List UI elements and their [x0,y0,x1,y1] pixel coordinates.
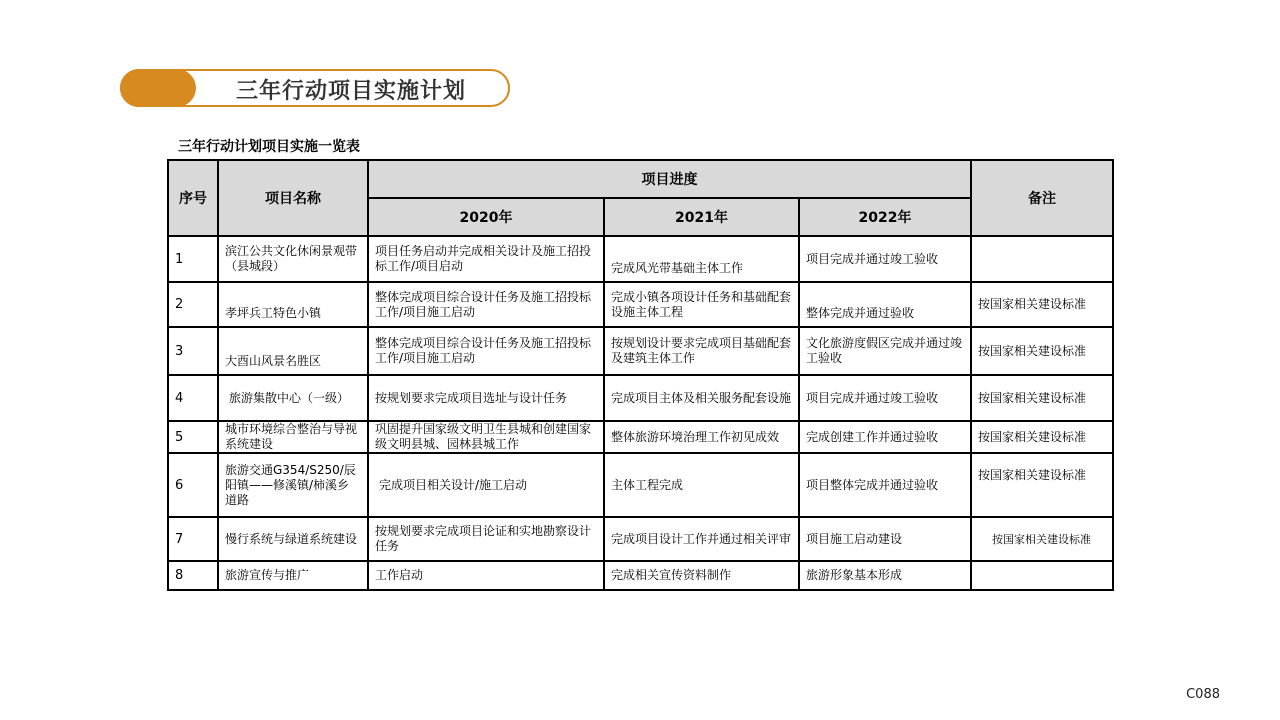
table-row [168,517,1113,561]
note: 按国家相关建设标准 [971,453,1113,517]
header-2022: 2022年 [799,198,971,236]
row-number: 6 [168,453,218,517]
header-note: 备注 [971,160,1113,236]
table-row [168,236,1113,282]
table-row [168,282,1113,327]
row-number: 5 [168,421,218,453]
plan-table [167,159,1114,591]
progress-2021: 完成风光带基础主体工作 [604,236,799,282]
progress-2021: 主体工程完成 [604,453,799,517]
progress-2020: 按规划要求完成项目论证和实地勘察设计任务 [368,517,604,561]
progress-2020: 整体完成项目综合设计任务及施工招投标工作/项目施工启动 [368,327,604,375]
table-row [168,421,1113,453]
progress-2021: 完成相关宣传资料制作 [604,561,799,590]
progress-2020: 项目任务启动并完成相关设计及施工招投标工作/项目启动 [368,236,604,282]
row-number: 2 [168,282,218,327]
progress-2022: 旅游形象基本形成 [799,561,971,590]
progress-2022: 项目整体完成并通过验收 [799,453,971,517]
row-number: 4 [168,375,218,421]
project-name: 慢行系统与绿道系统建设 [218,517,368,561]
progress-2022: 项目完成并通过竣工验收 [799,236,971,282]
table-row [168,561,1113,590]
project-name: 旅游集散中心（一级） [218,375,368,421]
table-row [168,453,1113,517]
note: 按国家相关建设标准 [971,375,1113,421]
progress-2020: 工作启动 [368,561,604,590]
note: 按国家相关建设标准 [971,421,1113,453]
progress-2021: 完成项目主体及相关服务配套设施 [604,375,799,421]
header-progress: 项目进度 [368,160,971,198]
note [971,561,1113,590]
row-number: 8 [168,561,218,590]
project-name: 旅游交通G354/S250/辰阳镇——修溪镇/柿溪乡道路 [218,453,368,517]
project-name: 旅游宣传与推广 [218,561,368,590]
row-number: 1 [168,236,218,282]
project-name: 滨江公共文化休闲景观带（县城段） [218,236,368,282]
progress-2021: 按规划设计要求完成项目基础配套及建筑主体工作 [604,327,799,375]
project-name: 孝坪兵工特色小镇 [218,282,368,327]
progress-2021: 完成小镇各项设计任务和基础配套设施主体工程 [604,282,799,327]
page-code: C088 [1186,687,1220,702]
page-title: 三年行动项目实施计划 [236,79,467,104]
progress-2022: 项目完成并通过竣工验收 [799,375,971,421]
project-name: 大酉山风景名胜区 [218,327,368,375]
note [971,236,1113,282]
title-accent-pill [120,69,196,107]
header-2021: 2021年 [604,198,799,236]
progress-2020: 完成项目相关设计/施工启动 [368,453,604,517]
row-number: 7 [168,517,218,561]
progress-2022: 项目施工启动建设 [799,517,971,561]
progress-2021: 完成项目设计工作并通过相关评审 [604,517,799,561]
progress-2022: 文化旅游度假区完成并通过竣工验收 [799,327,971,375]
progress-2020: 巩固提升国家级文明卫生县城和创建国家级文明县城、园林县城工作 [368,421,604,453]
progress-2022: 完成创建工作并通过验收 [799,421,971,453]
table-row [168,327,1113,375]
header-2020: 2020年 [368,198,604,236]
note: 按国家相关建设标准 [971,327,1113,375]
title-banner [120,69,510,107]
table-caption: 三年行动计划项目实施一览表 [178,139,360,155]
header-seq: 序号 [168,160,218,236]
progress-2020: 整体完成项目综合设计任务及施工招投标工作/项目施工启动 [368,282,604,327]
progress-2020: 按规划要求完成项目选址与设计任务 [368,375,604,421]
table-row [168,375,1113,421]
header-name: 项目名称 [218,160,368,236]
project-name: 城市环境综合整治与导视系统建设 [218,421,368,453]
note: 按国家相关建设标准 [971,282,1113,327]
progress-2021: 整体旅游环境治理工作初见成效 [604,421,799,453]
note: 按国家相关建设标准 [971,517,1113,561]
row-number: 3 [168,327,218,375]
progress-2022: 整体完成并通过验收 [799,282,971,327]
